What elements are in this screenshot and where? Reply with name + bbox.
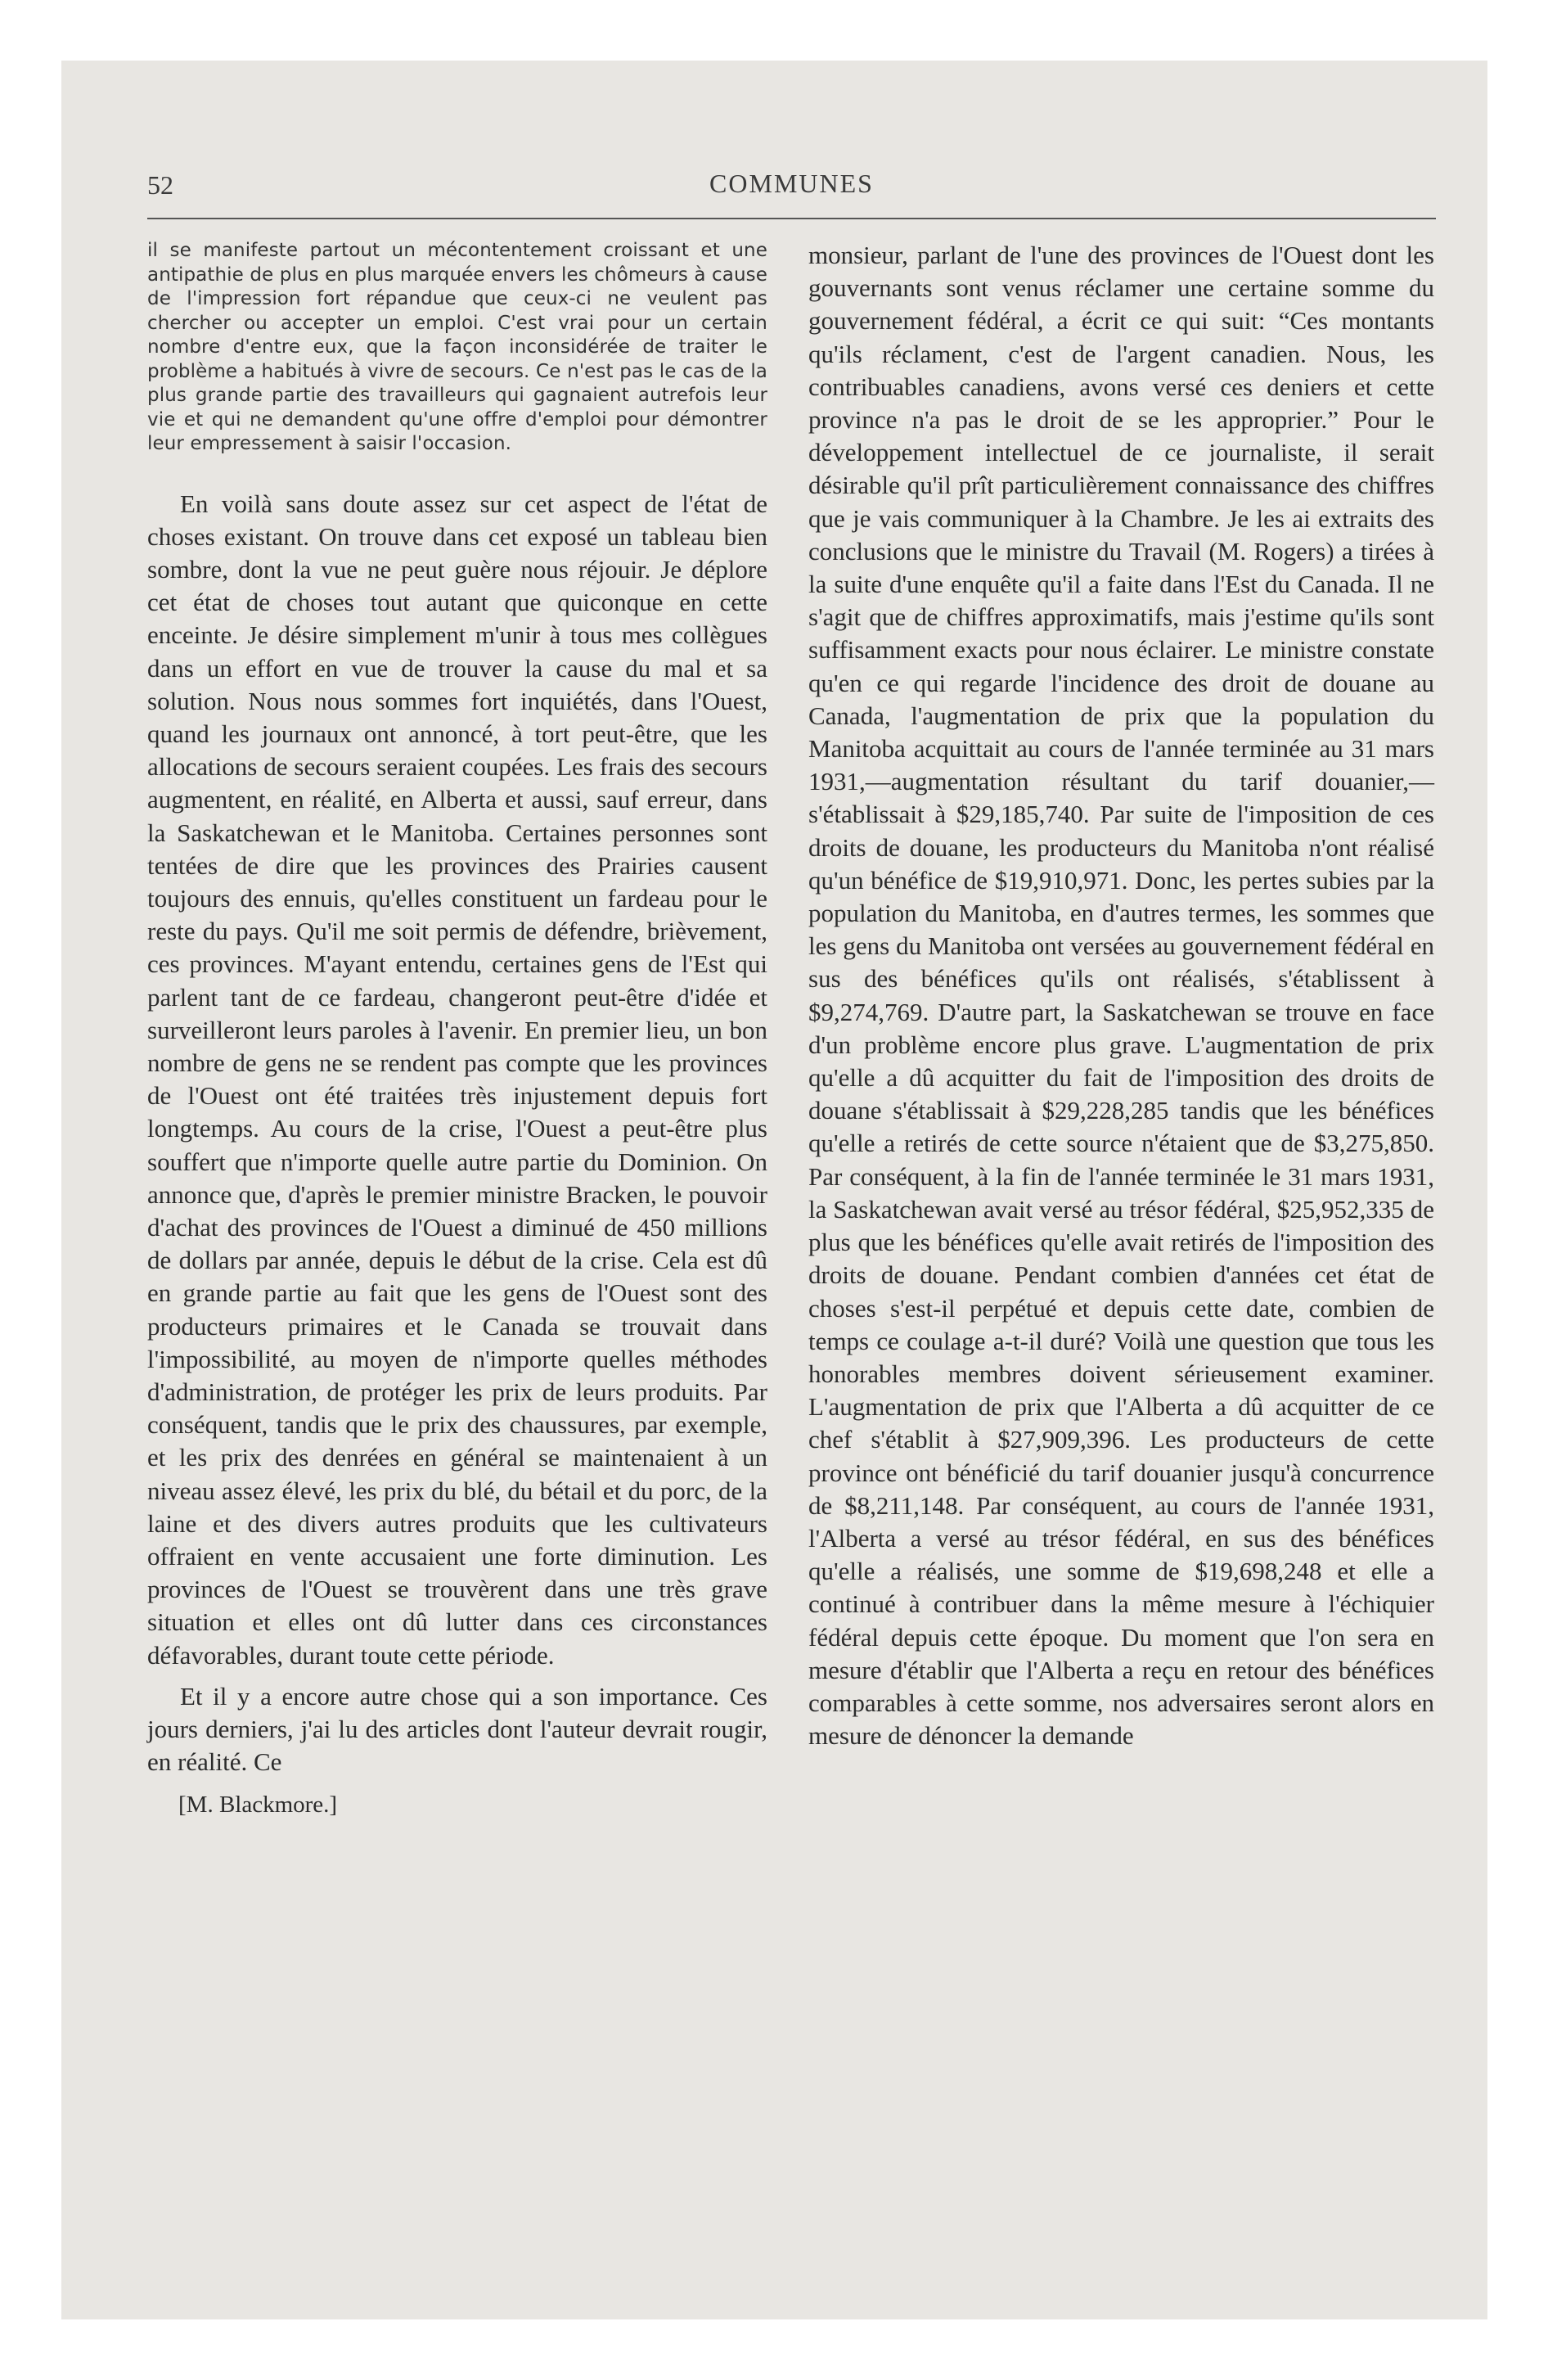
left-column	[147, 239, 767, 1819]
right-column	[808, 239, 1434, 1752]
quoted-passage: il se manifeste partout un mécontentement croissant et une antipathie de plus en plus marquée envers les chômeurs à cause de l'impression fort répandue que ceux-ci ne veulent pas chercher ou accepter un emploi. C'est vrai pour un certain nombre d'entre eux, que la façon inconsidérée de traiter le problème a habitués à vivre de secours. Ce n'est pas le cas de la plus grande partie des travailleurs qui gagnaient autrefois leur vie et qui ne demandent qu'une offre d'emploi pour démontrer leur empressement à saisir l'occasion.	[147, 240, 767, 454]
running-head: COMMUNES	[709, 169, 874, 198]
page-number: 52	[147, 170, 173, 200]
header-rule	[147, 218, 1436, 219]
paragraph: En voilà sans doute assez sur cet aspect de l'état de choses existant. On trouve dans cet exposé un tableau bien sombre, dont la vue ne peut guère nous réjouir. Je déplore cet état de choses tout autant que quiconque en cette enceinte. Je désire simplement m'unir à tous mes collègues dans un effort en vue de trouver la cause du mal et sa solution. Nous nous sommes fort inquiétés, dans l'Ouest, quand les journaux ont annoncé, à tort peut-être, que les allocations de secours seraient coupées. Les frais des secours augmentent, en réalité, en Alberta et aussi, sauf erreur, dans la Saskatchewan et le Manitoba. Certaines personnes sont tentées de dire que les provinces des Prairies causent toujours des ennuis, qu'elles constituent un fardeau pour le reste du pays. Qu'il me soit permis de défendre, brièvement, ces provinces. M'ayant entendu, certaines gens de l'Est qui parlent tant de ce fardeau, changeront peut-être d'idée et surveilleront leurs paroles à l'avenir. En premier lieu, un bon nombre de gens ne se rendent pas compte que les provinces de l'Ouest ont été traitées très injustement depuis fort longtemps. Au cours de la crise, l'Ouest a peut-être plus souffert que n'importe quelle autre partie du Dominion. On annonce que, d'après le premier ministre Bracken, le pouvoir d'achat des provinces de l'Ouest a diminué de 450 millions de dollars par année, depuis le début de la crise. Cela est dû en grande partie au fait que les gens de l'Ouest sont des producteurs primaires et le Canada se trouvait dans l'impossibilité, au moyen de n'importe quelles méthodes d'administration, de protéger les prix de leurs produits. Par conséquent, tandis que le prix des chaussures, par exemple, et les prix des denrées en général se maintenaient à un niveau assez élevé, les prix du blé, du bétail et du porc, de la laine et des divers autres produits que les cultivateurs offraient en vente accusaient une forte diminution. Les provinces de l'Ouest se trouvèrent dans une très grave situation et elles ont dû lutter dans ces circonstances défavorables, durant toute cette période.	[147, 489, 767, 1670]
paragraph: Et il y a encore autre chose qui a son importance. Ces jours derniers, j'ai lu des articles dont l'auteur devrait rougir, en réalité. Ce	[147, 1681, 767, 1777]
paragraph: monsieur, parlant de l'une des provinces de l'Ouest dont les gouvernants sont venus réclamer une certaine somme du gouvernement fédéral, a écrit ce qui suit: “Ces montants qu'ils réclament, c'est de l'argent canadien. Nous, les contribuables canadiens, avons versé ces deniers et cette province n'a pas le droit de se les approprier.” Pour le développement intellectuel de ce journaliste, il serait désirable qu'il prît particulièrement connaissance des chiffres que je vais communiquer à la Chambre. Je les ai extraits des conclusions que le ministre du Travail (M. Rogers) a tirées à la suite d'une enquête qu'il a faite dans l'Est du Canada. Il ne s'agit que de chiffres approximatifs, mais j'estime qu'ils sont suffisamment exacts pour nous éclairer. Le ministre constate qu'en ce qui regarde l'incidence des droit de douane au Canada, l'augmentation de prix que la population du Manitoba acquittait au cours de l'année terminée au 31 mars 1931,—augmentation résultant du tarif douanier,—s'établissait à $29,185,740. Par suite de l'imposition de ces droits de douane, les producteurs du Manitoba n'ont réalisé qu'un bénéfice de $19,910,971. Donc, les pertes subies par la population du Manitoba, en d'autres termes, les sommes que les gens du Manitoba ont versées au gouvernement fédéral en sus des bénéfices qu'ils ont réalisés, s'établissent à $9,274,769. D'autre part, la Saskatchewan se trouve en face d'un problème encore plus grave. L'augmentation de prix qu'elle a dû acquitter du fait de l'imposition des droits de douane s'établissait à $29,228,285 tandis que les bénéfices qu'elle a retirés de cette source n'étaient que de $3,275,850. Par conséquent, à la fin de l'année terminée le 31 mars 1931, la Saskatchewan avait versé au trésor fédéral, $25,952,335 de plus que les bénéfices qu'elle avait retirés de l'imposition des droits de douane. Pendant combien d'années cet état de choses s'est-il perpétué et depuis cette date, combien de temps ce coulage a-t-il duré? Voilà une question que tous les honorables membres doivent sérieusement examiner. L'augmentation de prix que l'Alberta a dû acquitter de ce chef s'établit à $27,909,396. Les producteurs de cette province ont bénéficié du tarif douanier jusqu'à concurrence de $8,211,148. Par conséquent, au cours de l'année 1931, l'Alberta a versé au trésor fédéral, en sus des bénéfices qu'elle a réalisés, une somme de $19,698,248 et elle a continué à contribuer dans la même mesure à l'échiquier fédéral depuis cette époque. Du moment que l'on sera en mesure d'établir que l'Alberta a reçu en retour des bénéfices comparables à cette somme, nos adversaires seront alors en mesure de dénoncer la demande	[808, 241, 1434, 1751]
speaker-attribution: [M. Blackmore.]	[178, 1792, 338, 1819]
page-header	[147, 160, 1436, 226]
